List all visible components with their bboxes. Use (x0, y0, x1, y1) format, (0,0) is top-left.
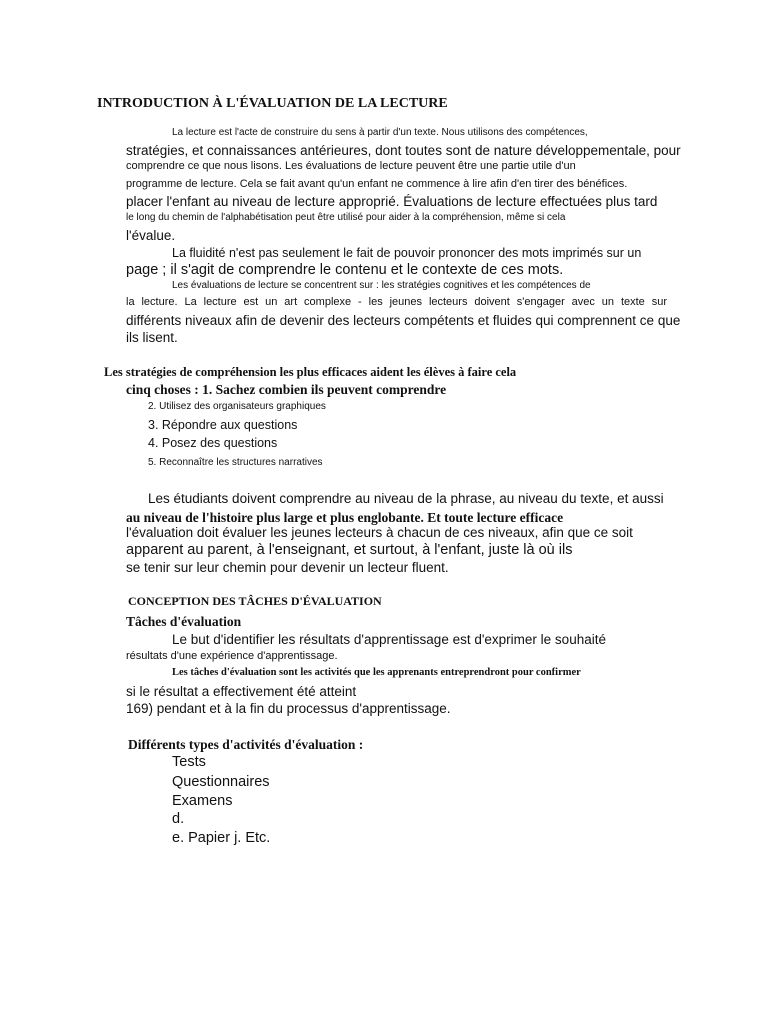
comprehension-heading-line-2: cinq choses : 1. Sachez combien ils peuvent comprendre (126, 382, 447, 397)
comprehension-heading-line-1: Les stratégies de compréhension les plus efficaces aident les élèves à faire cela (104, 365, 517, 379)
design-heading: CONCEPTION DES TÂCHES D'ÉVALUATION (128, 594, 382, 608)
strategies-line-4: ils lisent. (126, 330, 178, 345)
intro-line-7: l'évalue. (126, 228, 176, 243)
fluency-line-1: La fluidité n'est pas seulement le fait de pouvoir prononcer des mots imprimés sur un (172, 246, 642, 260)
strategies-line-1: Les évaluations de lecture se concentrent sur : les stratégies cognitives et les compétences de (172, 280, 591, 291)
strategy-item-2: 2. Utilisez des organisateurs graphiques (148, 401, 326, 412)
intro-line-5: placer l'enfant au niveau de lecture approprié. Évaluations de lecture effectuées plus tard (126, 194, 658, 209)
intro-line-6: le long du chemin de l'alphabétisation peut être utilisé pour aider à la compréhension, même si cela (126, 212, 566, 223)
tasks-line-3: Les tâches d'évaluation sont les activités que les apprenants entreprendront pour confirmer (172, 667, 581, 678)
strategies-line-2: la lecture. La lecture est un art complexe - les jeunes lecteurs doivent s'engager avec un texte sur (126, 296, 667, 308)
levels-line-2: au niveau de l'histoire plus large et plus englobante. Et toute lecture efficace (126, 510, 564, 525)
tasks-line-2: résultats d'une expérience d'apprentissage. (126, 650, 338, 662)
strategy-item-4: 4. Posez des questions (148, 436, 278, 450)
levels-line-3: l'évaluation doit évaluer les jeunes lecteurs à chacun de ces niveaux, afin que ce soit (126, 525, 633, 540)
tasks-line-5: 169) pendant et à la fin du processus d'apprentissage. (126, 701, 451, 716)
types-item-e: e. Papier j. Etc. (172, 830, 271, 846)
intro-line-2: stratégies, et connaissances antérieures, dont toutes sont de nature développementale, pour (126, 143, 681, 158)
types-item-d: d. (172, 811, 185, 827)
strategy-item-3: 3. Répondre aux questions (148, 418, 298, 432)
levels-line-5: se tenir sur leur chemin pour devenir un lecteur fluent. (126, 560, 449, 575)
types-item-questionnaires: Questionnaires (172, 774, 270, 790)
tasks-heading: Tâches d'évaluation (126, 614, 242, 629)
intro-line-1: La lecture est l'acte de construire du sens à partir d'un texte. Nous utilisons des compétences, (172, 127, 588, 138)
types-item-examens: Examens (172, 793, 233, 809)
page-title: INTRODUCTION À L'ÉVALUATION DE LA LECTURE (97, 96, 448, 111)
strategies-line-3: différents niveaux afin de devenir des lecteurs compétents et fluides qui comprennent ce que (126, 313, 681, 328)
types-heading: Différents types d'activités d'évaluation : (128, 737, 364, 752)
tasks-line-4: si le résultat a effectivement été atteint (126, 684, 357, 699)
levels-line-4: apparent au parent, à l'enseignant, et surtout, à l'enfant, juste là où ils (126, 542, 573, 558)
strategy-item-5: 5. Reconnaître les structures narratives (148, 457, 323, 468)
levels-line-1: Les étudiants doivent comprendre au niveau de la phrase, au niveau du texte, et aussi (148, 491, 664, 506)
tasks-line-1: Le but d'identifier les résultats d'apprentissage est d'exprimer le souhaité (172, 632, 606, 647)
intro-line-3: comprendre ce que nous lisons. Les évaluations de lecture peuvent être une partie utile d'un (126, 160, 576, 172)
fluency-line-2: page ; il s'agit de comprendre le contenu et le contexte de ces mots. (126, 262, 564, 278)
intro-line-4: programme de lecture. Cela se fait avant qu'un enfant ne commence à lire afin d'en tirer des bénéfices. (126, 178, 628, 190)
types-item-tests: Tests (172, 754, 206, 770)
